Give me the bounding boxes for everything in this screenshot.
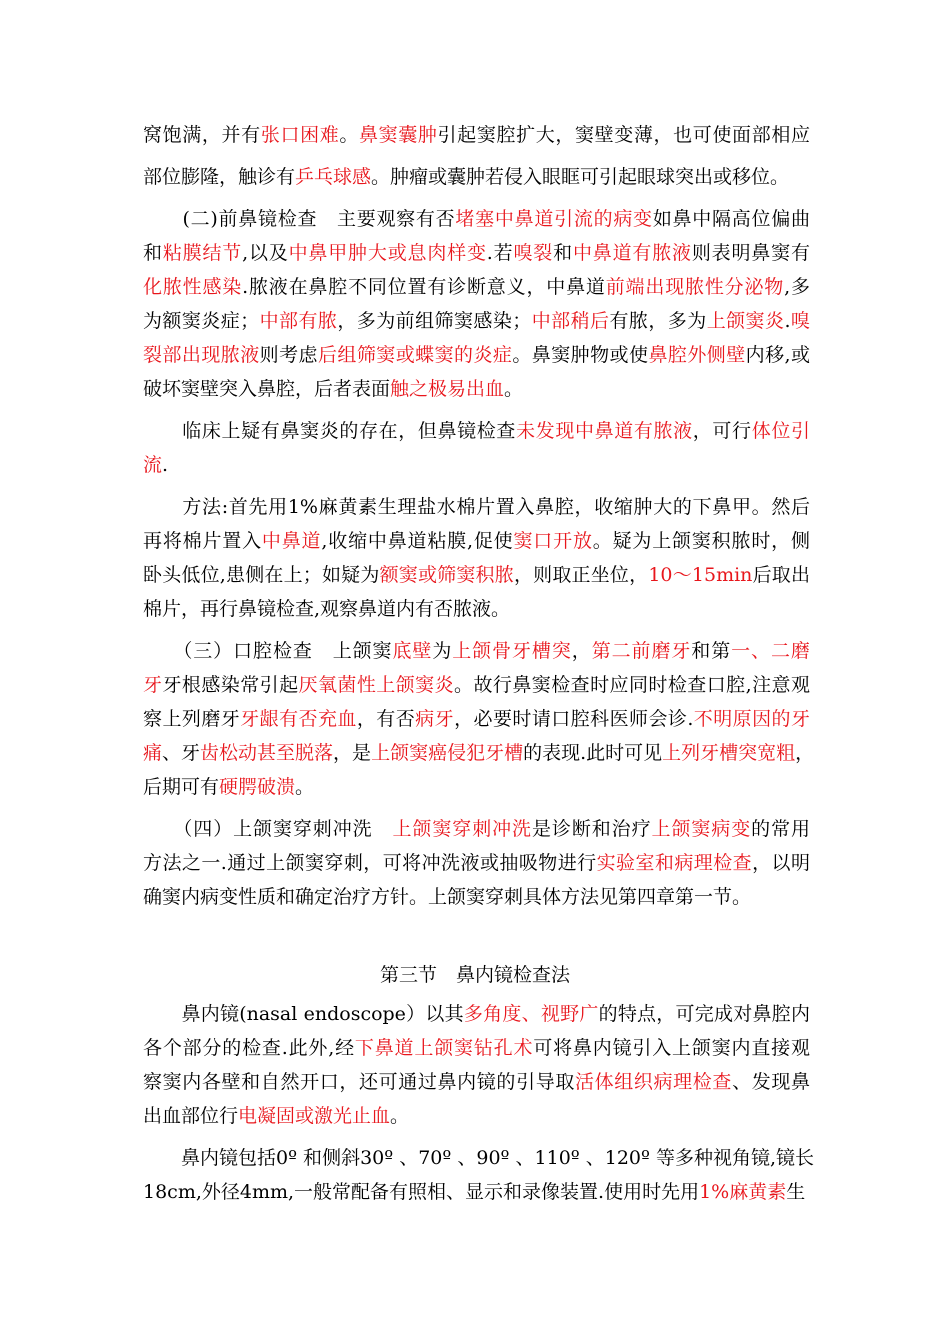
highlighted-text: 体位引 — [751, 420, 810, 442]
text-run: （三）口腔检查 上颌窦 — [143, 640, 393, 662]
highlighted-text: 实验室和病理检查 — [596, 852, 753, 874]
highlighted-text: 上颌窦癌侵犯牙槽 — [371, 742, 524, 764]
highlighted-text: 第二前磨牙 — [591, 640, 692, 662]
highlighted-text: 嗅裂 — [513, 242, 554, 264]
highlighted-text: 乒乓球感 — [295, 166, 372, 188]
highlighted-text: 中鼻道有脓液 — [572, 242, 692, 264]
text-run: 和第 — [691, 640, 732, 662]
highlighted-text: 上列牙槽突宽粗 — [662, 742, 796, 764]
text-run: 后期可有 — [143, 776, 220, 798]
text-run: 鼻内镜(nasal endoscope）以其 — [143, 1003, 464, 1025]
text-run: 再将棉片置入 — [143, 530, 262, 552]
text-run: 是诊断和治疗 — [531, 818, 652, 840]
highlighted-text: 齿松动甚至脱落 — [200, 742, 334, 764]
highlighted-text: 多角度、视野广 — [463, 1003, 599, 1025]
text-line — [143, 671, 810, 699]
text-line — [143, 527, 810, 555]
text-run: 部位膨隆，触诊有 — [143, 166, 296, 188]
text-run: 。鼻窦肿物或使 — [512, 344, 649, 366]
highlighted-text: 不明原因的牙 — [693, 708, 810, 730]
text-line — [143, 375, 810, 403]
highlighted-text: 底壁 — [392, 640, 433, 662]
text-line — [143, 595, 810, 623]
text-run: 的表现.此时可见 — [523, 742, 663, 764]
text-run: ， — [571, 640, 592, 662]
text-line — [143, 493, 810, 521]
highlighted-text: 上颌窦穿刺冲洗 — [392, 818, 532, 840]
text-line — [143, 705, 810, 733]
text-run: ，则取正坐位， — [513, 564, 649, 586]
highlighted-text: 上颌窦病变 — [651, 818, 752, 840]
text-run: (二)前鼻镜检查 主要观察有否 — [143, 208, 456, 230]
highlighted-text: 裂部出现脓液 — [143, 344, 260, 366]
text-run: . — [162, 454, 169, 476]
highlighted-text: 病牙 — [415, 708, 455, 730]
text-line — [143, 815, 810, 843]
text-run: 18cm,外径4mm,一般常配备有照相、显示和录像装置.使用时先用 — [143, 1181, 700, 1203]
highlighted-text: 堵塞中鼻道引流的病变 — [455, 208, 653, 230]
highlighted-text: 粘膜结节 — [162, 242, 243, 264]
text-line — [143, 121, 810, 149]
text-line — [143, 739, 815, 767]
text-run: ,收缩中鼻道粘膜,促使 — [321, 530, 514, 552]
text-run: 。肿瘤或囊肿若侵入眼眶可引起眼球突出或移位。 — [371, 166, 790, 188]
text-run: 的特点，可完成对鼻腔内 — [598, 1003, 810, 1025]
text-run: 窝饱满，并有 — [143, 124, 261, 146]
highlighted-text: 硬腭破溃 — [219, 776, 296, 798]
text-run: 方法:首先用1%麻黄素生理盐水棉片置入鼻腔，收缩肿大的下鼻甲。然后 — [143, 496, 810, 518]
highlighted-text: 牙龈有否充血 — [240, 708, 357, 730]
highlighted-text: 中鼻甲肿大或息肉样变 — [288, 242, 487, 264]
text-run: 则表明鼻窦有 — [691, 242, 810, 264]
highlighted-text: 中鼻道 — [261, 530, 322, 552]
text-run: 。 — [295, 776, 315, 798]
text-run: 。 — [390, 1105, 410, 1127]
text-run: 临床上疑有鼻窦炎的存在，但鼻镜检查 — [143, 420, 517, 442]
text-line — [143, 1068, 810, 1096]
text-line — [143, 341, 810, 369]
text-run: 。故行鼻窦检查时应同时检查口腔,注意观 — [454, 674, 810, 696]
highlighted-text: 鼻腔外侧壁 — [648, 344, 746, 366]
text-run: 有脓，多为 — [609, 310, 707, 332]
text-run: 生 — [786, 1181, 806, 1203]
text-run: 。疑为上颌窦积脓时，侧 — [592, 530, 810, 552]
text-run: 后取出 — [752, 564, 810, 586]
text-line — [143, 773, 810, 801]
text-line — [143, 239, 810, 267]
text-run: 。 — [504, 378, 524, 400]
text-run: . — [784, 310, 791, 332]
text-run: 引起窦腔扩大，窦壁变薄，也可使面部相应 — [437, 124, 810, 146]
highlighted-text: 活体组织病理检查 — [574, 1071, 733, 1093]
highlighted-text: 下鼻道上颌窦钻孔术 — [354, 1037, 534, 1059]
text-line — [143, 883, 810, 911]
text-run: ,以及 — [242, 242, 289, 264]
highlighted-text: 嗅 — [790, 310, 810, 332]
highlighted-text: 厌氧菌性上颌窦炎 — [298, 674, 455, 696]
section-heading: 第三节 鼻内镜检查法 — [379, 964, 570, 986]
text-run: 则考虑 — [259, 344, 318, 366]
text-run: 牙根感染常引起 — [162, 674, 299, 696]
text-run: 、发现鼻 — [732, 1071, 810, 1093]
text-run: 为额窦炎症； — [143, 310, 260, 332]
highlighted-text: 化脓性感染 — [143, 276, 243, 298]
text-line — [143, 163, 810, 191]
text-run: 可将鼻内镜引入上颌窦内直接观 — [533, 1037, 810, 1059]
text-line — [143, 205, 810, 233]
text-run: 。 — [339, 124, 359, 146]
highlighted-text: 流 — [143, 454, 163, 476]
text-run: ，是 — [333, 742, 372, 764]
text-line — [143, 1178, 810, 1206]
text-run: ，多为前组筛窦感染； — [337, 310, 532, 332]
highlighted-text: 上颌窦炎 — [706, 310, 785, 332]
text-line — [143, 1034, 810, 1062]
text-run: .脓液在鼻腔不同位置有诊断意义，中鼻道 — [242, 276, 606, 298]
text-run: 为 — [432, 640, 453, 662]
text-line — [143, 451, 810, 479]
text-run: ，必要时请口腔科医师会诊. — [454, 708, 694, 730]
highlighted-text: 张口困难 — [260, 124, 340, 146]
text-run: 内移,或 — [745, 344, 810, 366]
text-run: 、牙 — [162, 742, 201, 764]
text-line — [143, 1144, 815, 1172]
highlighted-text: 1%麻黄素 — [699, 1181, 787, 1203]
text-run: 出血部位行 — [143, 1105, 239, 1127]
text-run: ，以明 — [752, 852, 810, 874]
text-line — [143, 1102, 810, 1130]
text-run: 卧头低位,患侧在上；如疑为 — [143, 564, 380, 586]
text-run: ,多 — [784, 276, 810, 298]
highlighted-text: 牙 — [143, 674, 163, 696]
text-run: 和 — [553, 242, 573, 264]
highlighted-text: 触之极易出血 — [390, 378, 505, 400]
text-run: 棉片，再行鼻镜检查,观察鼻道内有否脓液。 — [143, 598, 511, 620]
text-line — [143, 273, 810, 301]
highlighted-text: 电凝固或激光止血 — [238, 1105, 391, 1127]
highlighted-text: 中部稍后 — [531, 310, 610, 332]
highlighted-text: 中部有脓 — [259, 310, 338, 332]
text-run: .若 — [486, 242, 514, 264]
highlighted-text: 窦口开放 — [513, 530, 593, 552]
text-line — [143, 561, 810, 589]
text-run: 的常用 — [751, 818, 810, 840]
text-run: 和 — [143, 242, 163, 264]
text-run: 确窦内病变性质和确定治疗方针。上颌窦穿刺具体方法见第四章第一节。 — [143, 886, 752, 908]
text-line — [143, 637, 810, 665]
text-line — [143, 849, 810, 877]
text-run: 察窦内各壁和自然开口，还可通过鼻内镜的引导取 — [143, 1071, 575, 1093]
highlighted-text: 前端出现脓性分泌物 — [605, 276, 785, 298]
text-run: ，可行 — [692, 420, 752, 442]
highlighted-text: 额窦或筛窦积脓 — [379, 564, 514, 586]
text-line — [143, 417, 810, 445]
text-run: 破坏窦壁突入鼻腔，后者表面 — [143, 378, 391, 400]
text-run: 如鼻中隔高位偏曲 — [652, 208, 810, 230]
highlighted-text: 鼻窦囊肿 — [359, 124, 438, 146]
highlighted-text: 一、二磨 — [731, 640, 810, 662]
text-line — [143, 307, 810, 335]
text-run: 察上列磨牙 — [143, 708, 241, 730]
highlighted-text: 痛 — [143, 742, 163, 764]
highlighted-text: 未发现中鼻道有脓液 — [516, 420, 693, 442]
text-run: ，有否 — [356, 708, 416, 730]
text-run: 各个部分的检查.此外,经 — [143, 1037, 355, 1059]
text-line — [143, 1000, 810, 1028]
highlighted-text: 上颌骨牙槽突 — [452, 640, 572, 662]
text-run: 方法之一.通过上颌窦穿刺，可将冲洗液或抽吸物进行 — [143, 852, 597, 874]
text-run: （四）上颌窦穿刺冲洗 — [143, 818, 393, 840]
text-run: ， — [795, 742, 815, 764]
highlighted-text: 后组筛窦或蝶窦的炎症 — [317, 344, 513, 366]
text-run: 鼻内镜包括0º 和侧斜30º 、70º 、90º 、110º 、120º 等多种视角镜,镜长 — [143, 1147, 815, 1169]
highlighted-text: 10～15min — [648, 564, 753, 586]
